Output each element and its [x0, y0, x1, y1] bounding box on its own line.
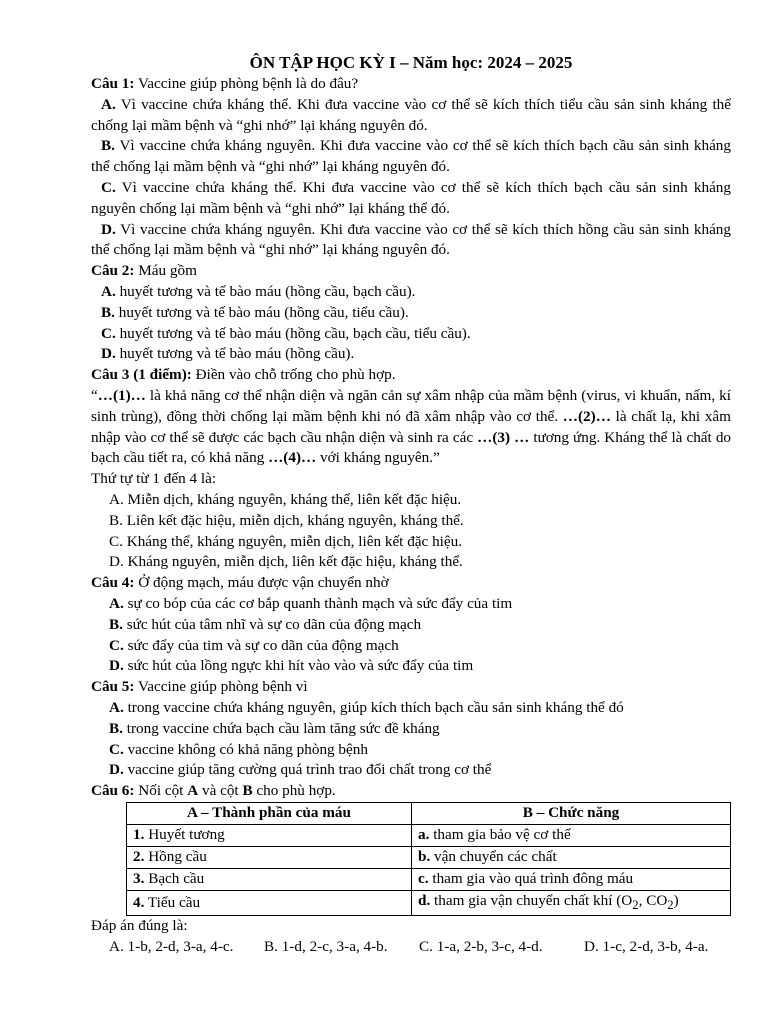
- question-text: Vaccine giúp phòng bệnh vì: [134, 678, 308, 696]
- question-text: Vaccine giúp phòng bệnh là do đâu?: [134, 75, 359, 92]
- question-2: [91, 261, 731, 365]
- option-c: C. sức đẩy của tim và sự co dãn của động mạch: [109, 636, 399, 654]
- order-prompt: Thứ tự từ 1 đến 4 là:: [91, 470, 217, 488]
- question-6: Câu 6: Nối cột A và cột B cho phù hợp. A – Thành phần của máu B – Chức năng 1. Huyết tương a. tham gia bảo vệ cơ thể 2. Hồng cầu b. vận chuyển các chất 3. Bạch cầu c. tham gia vào quá trình đông máu 4. Tiểu cầu d. tham gia vận chuyển chất khí ($O_2$, $CO_2$) Đáp án đúng là: A. 1-b, 2-d, 3-a, 4-c. B. 1-d, 2-c, 3-a, 4-b. C. 1-a, 2-b, 3-c, 4-d. D. 1-c, 2-d, 3-b, 4-a.: [91, 781, 731, 957]
- table-row: 2. Hồng cầu b. vận chuyển các chất: [127, 846, 731, 868]
- option-d: D. Vì vaccine chứa kháng nguyên. Khi đưa vaccine vào cơ thể sẽ kích thích hồng cầu sản sinh kháng thể chống lại mầm bệnh và “ghi nhớ” lại kháng nguyên đó.: [91, 220, 731, 259]
- option-d: D. Kháng nguyên, miễn dịch, liên kết đặc hiệu, kháng thể.: [109, 553, 463, 571]
- blank-3: …(3) …: [477, 428, 530, 446]
- option-a: A. trong vaccine chứa kháng nguyên, giúp kích thích bạch cầu sản sinh kháng thể đó: [109, 698, 624, 716]
- option-c: C. Vì vaccine chứa kháng thể. Khi đưa vaccine vào cơ thể sẽ kích thích bạch cầu sản sinh kháng nguyên chống lại mầm bệnh và “ghi nhớ” lại kháng thể đó.: [91, 178, 731, 217]
- option-c: C. 1-a, 2-b, 3-c, 4-d.: [419, 937, 543, 955]
- question-text: Ở động mạch, máu được vận chuyển nhờ: [134, 574, 389, 592]
- option-a: A. sự co bóp của các cơ bắp quanh thành mạch và sức đẩy của tim: [109, 594, 513, 612]
- exam-page: [91, 52, 731, 958]
- question-label: Câu 2:: [91, 262, 135, 280]
- answer-options: [91, 937, 731, 958]
- option-a: A. huyết tương và tế bào máu (hồng cầu, bạch cầu).: [101, 282, 416, 300]
- question-label: Câu 5:: [91, 678, 135, 696]
- option-c: C. huyết tương và tế bào máu (hồng cầu, bạch cầu, tiểu cầu).: [101, 324, 471, 342]
- option-d: D. sức hút của lồng ngực khi hít vào vào và sức đẩy của tim: [109, 657, 474, 675]
- question-1: [91, 74, 731, 261]
- question-label: Câu 1:: [91, 75, 135, 92]
- option-a: A. Vì vaccine chứa kháng thể. Khi đưa vaccine vào cơ thể sẽ kích thích tiểu cầu sản sinh kháng thể chống lại mầm bệnh và “ghi nhớ” lại kháng nguyên đó.: [91, 95, 731, 134]
- question-5: [91, 677, 731, 781]
- option-b: B. Liên kết đặc hiệu, miễn dịch, kháng nguyên, kháng thể.: [109, 511, 464, 529]
- question-label: Câu 3 (1 điểm):: [91, 366, 192, 384]
- table-header-row: [127, 802, 731, 824]
- question-text: Điền vào chỗ trống cho phù hợp.: [191, 366, 396, 384]
- question-3: [91, 365, 731, 573]
- matching-table: [126, 802, 731, 916]
- option-b: B. 1-d, 2-c, 3-a, 4-b.: [264, 937, 388, 955]
- table-row: 3. Bạch cầu c. tham gia vào quá trình đông máu: [127, 868, 731, 890]
- option-d: D. 1-c, 2-d, 3-b, 4-a.: [584, 937, 709, 955]
- option-a: A. Miễn dịch, kháng nguyên, kháng thể, liên kết đặc hiệu.: [109, 490, 462, 508]
- fill-in-paragraph: “…(1)… là khả năng cơ thể nhận diện và ngăn cản sự xâm nhập của mầm bệnh (virus, vi khuẩn, nấm, kí sinh trùng), đồng thời chống lại mầm bệnh khi nó đã xâm nhập vào cơ thể. …(2)… là chất lạ, khi xâm nhập vào cơ thể sẽ được các bạch cầu nhận diện và sinh ra các …(3) … tương ứng. Kháng thể là chất do bạch cầu tiết ra, có khả năng …(4)… với kháng nguyên.”: [91, 386, 732, 467]
- option-a: A. 1-b, 2-d, 3-a, 4-c.: [109, 937, 234, 955]
- option-b: B. Vì vaccine chứa kháng nguyên. Khi đưa vaccine vào cơ thể sẽ kích thích bạch cầu sản sinh kháng thể chống lại mầm bệnh và “ghi nhớ” lại kháng nguyên đó.: [91, 137, 731, 176]
- option-b: B. trong vaccine chứa bạch cầu làm tăng sức đề kháng: [109, 719, 440, 737]
- column-a-header: A – Thành phần của máu: [127, 802, 412, 824]
- option-d: D. vaccine giúp tăng cường quá trình trao đổi chất trong cơ thể: [109, 761, 492, 779]
- question-text: Máu gồm: [134, 262, 197, 280]
- question-4: [91, 573, 731, 677]
- page-title: ÔN TẬP HỌC KỲ I – Năm học: 2024 – 2025: [249, 53, 573, 72]
- question-label: Câu 6:: [91, 782, 135, 800]
- option-c: C. vaccine không có khả năng phòng bệnh: [109, 740, 368, 758]
- table-row: 4. Tiểu cầu d. tham gia vận chuyển chất khí ($O_2$, $CO_2$): [127, 890, 731, 915]
- answer-prompt: Đáp án đúng là:: [91, 916, 188, 934]
- blank-2: …(2)…: [562, 407, 611, 425]
- option-d: D. huyết tương và tế bào máu (hồng cầu).: [101, 345, 355, 363]
- blank-4: …(4)…: [268, 449, 317, 467]
- question-label: Câu 4:: [91, 574, 135, 592]
- option-b: B. sức hút của tâm nhĩ và sự co dãn của động mạch: [109, 615, 422, 633]
- blank-1: …(1)…: [97, 386, 146, 404]
- option-c: C. Kháng thể, kháng nguyên, miễn dịch, liên kết đặc hiệu.: [109, 532, 463, 550]
- table-row: 1. Huyết tương a. tham gia bảo vệ cơ thể: [127, 824, 731, 846]
- column-b-header: B – Chức năng: [412, 802, 731, 824]
- option-b: B. huyết tương và tế bào máu (hồng cầu, tiểu cầu).: [101, 303, 409, 321]
